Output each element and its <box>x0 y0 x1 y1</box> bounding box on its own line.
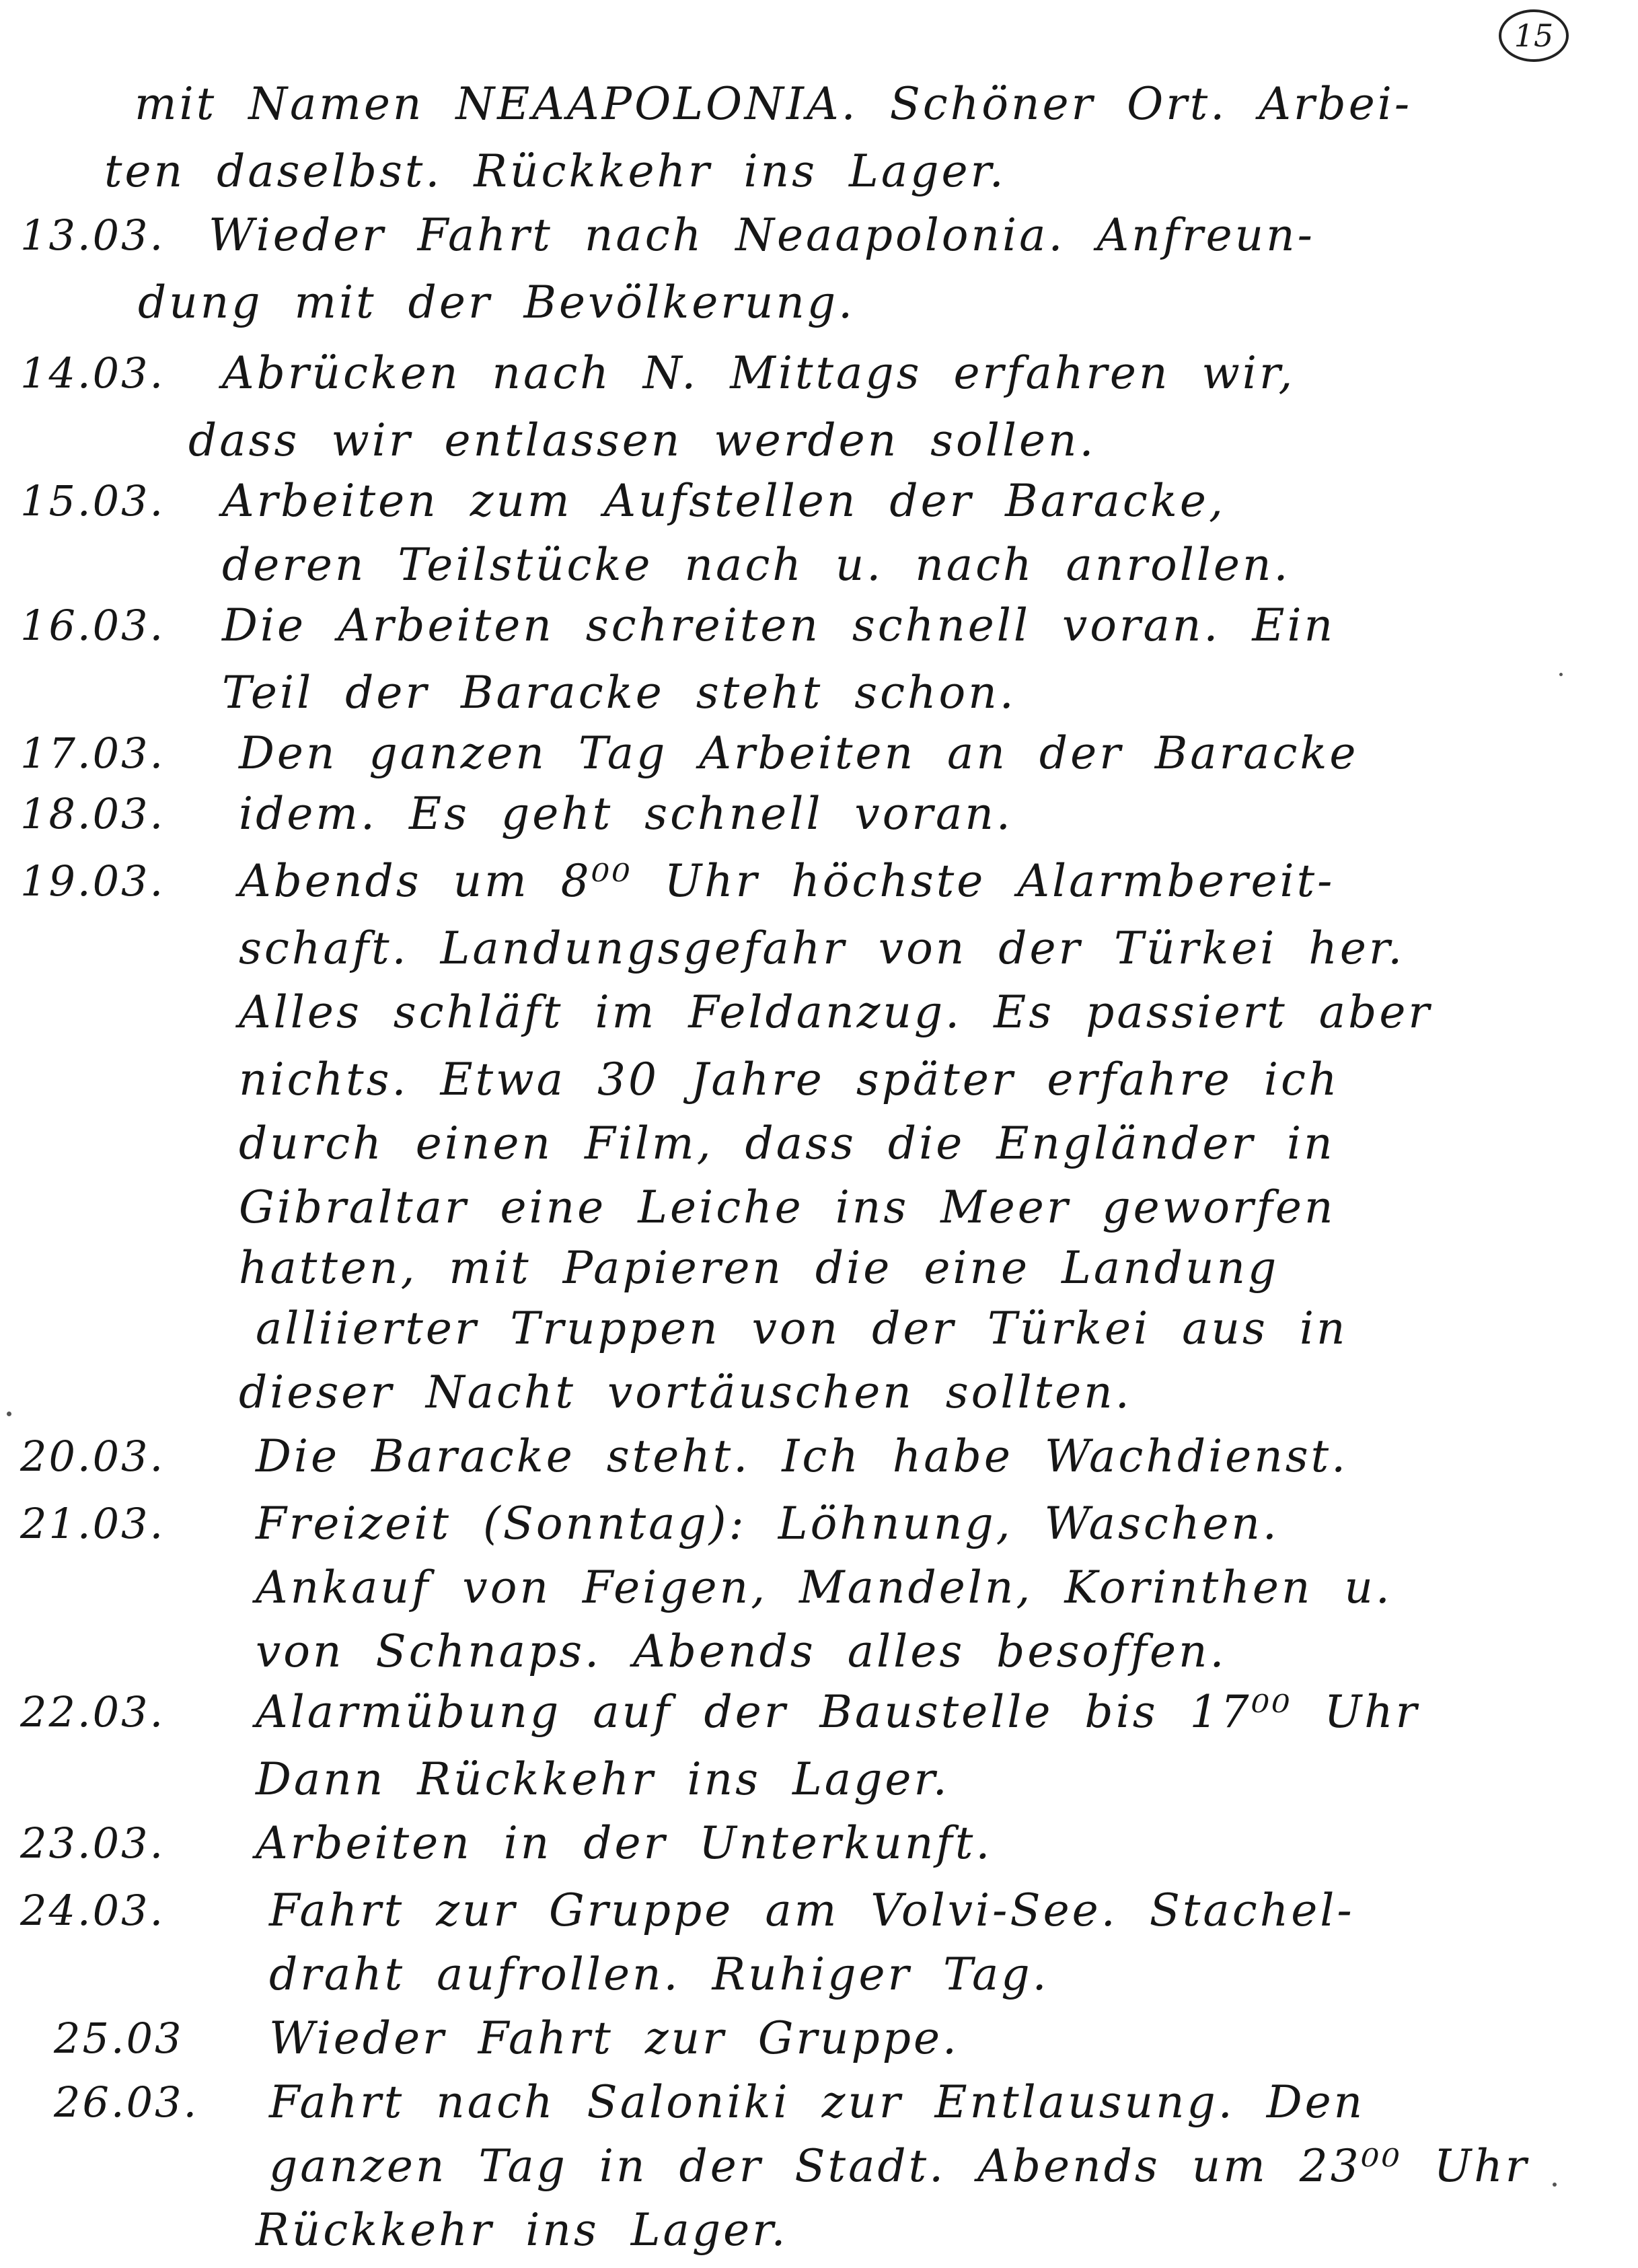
entry-date: 13.03. <box>20 211 165 260</box>
entry-date: 21.03. <box>20 1499 165 1548</box>
entry-text-line: nichts. Etwa 30 Jahre später erfahre ich <box>239 1054 1340 1105</box>
entry-date: 22.03. <box>20 1687 165 1736</box>
entry-date: 15.03. <box>20 476 165 525</box>
entry-text-line: Alles schläft im Feldanzug. Es passiert aber <box>239 986 1432 1038</box>
entry-text-line: alliierter Truppen von der Türkei aus in <box>256 1303 1348 1354</box>
entry-text-line: mit Namen NEAAPOLONIA. Schöner Ort. Arbei- <box>135 78 1413 130</box>
entry-text-line: Dann Rückkehr ins Lager. <box>256 1753 950 1805</box>
paper-speck <box>1553 2183 1557 2187</box>
entry-text-line: Fahrt nach Saloniki zur Entlausung. Den <box>269 2076 1366 2128</box>
page-number: 15 <box>1499 9 1569 62</box>
entry-text-line: Gibraltar eine Leiche ins Meer geworfen <box>239 1181 1336 1233</box>
entry-text-line: Fahrt zur Gruppe am Volvi-See. Stachel- <box>269 1885 1355 1936</box>
entry-text-line: von Schnaps. Abends alles besoffen. <box>256 1625 1227 1677</box>
entry-text-line: Den ganzen Tag Arbeiten an der Baracke <box>239 727 1359 779</box>
entry-text-line: Abends um 8⁰⁰ Uhr höchste Alarmbereit- <box>239 855 1335 907</box>
entry-text-line: Alarmübung auf der Baustelle bis 17⁰⁰ Uhr <box>256 1686 1420 1738</box>
entry-text-line: hatten, mit Papieren die eine Landung <box>239 1242 1279 1294</box>
entry-text-line: Teil der Baracke steht schon. <box>222 667 1016 719</box>
entry-text-line: Freizeit (Sonntag): Löhnung, Waschen. <box>256 1498 1279 1549</box>
entry-date: 20.03. <box>20 1432 165 1481</box>
entry-text-line: deren Teilstücke nach u. nach anrollen. <box>222 539 1291 591</box>
entry-text-line: Wieder Fahrt nach Neaapolonia. Anfreun- <box>209 209 1315 261</box>
entry-text-line: dieser Nacht vortäuschen sollten. <box>239 1366 1132 1418</box>
entry-text-line: Rückkehr ins Lager. <box>256 2204 788 2256</box>
entry-date: 26.03. <box>54 2078 199 2127</box>
entry-date: 17.03. <box>20 729 165 778</box>
entry-date: 25.03 <box>54 2014 184 2063</box>
entry-text-line: dung mit der Bevölkerung. <box>138 277 856 328</box>
entry-date: 23.03. <box>20 1819 165 1868</box>
paper-speck <box>7 1412 11 1416</box>
entry-date: 18.03. <box>20 789 165 838</box>
entry-text-line: ganzen Tag in der Stadt. Abends um 23⁰⁰ Uhr <box>269 2140 1530 2192</box>
entry-text-line: draht aufrollen. Ruhiger Tag. <box>269 1948 1049 2000</box>
paper-speck <box>1559 673 1563 676</box>
entry-text-line: Arbeiten in der Unterkunft. <box>256 1817 993 1869</box>
entry-text-line: Die Baracke steht. Ich habe Wachdienst. <box>256 1430 1349 1482</box>
entry-text-line: idem. Es geht schnell voran. <box>239 788 1013 840</box>
entry-date: 19.03. <box>20 856 165 906</box>
entry-date: 14.03. <box>20 349 165 398</box>
entry-text-line: Die Arbeiten schreiten schnell voran. Ein <box>222 599 1336 651</box>
entry-text-line: Arbeiten zum Aufstellen der Baracke, <box>222 475 1226 527</box>
entry-date: 16.03. <box>20 601 165 650</box>
entry-text-line: durch einen Film, dass die Engländer in <box>239 1118 1335 1169</box>
entry-text-line: Abrücken nach N. Mittags erfahren wir, <box>222 347 1296 399</box>
entry-text-line: schaft. Landungsgefahr von der Türkei her. <box>239 922 1405 974</box>
entry-text-line: dass wir entlassen werden sollen. <box>188 414 1096 466</box>
entry-text-line: Wieder Fahrt zur Gruppe. <box>269 2012 960 2064</box>
entry-text-line: Ankauf von Feigen, Mandeln, Korinthen u. <box>256 1562 1392 1613</box>
entry-date: 24.03. <box>20 1886 165 1935</box>
entry-text-line: ten daselbst. Rückkehr ins Lager. <box>104 145 1006 197</box>
